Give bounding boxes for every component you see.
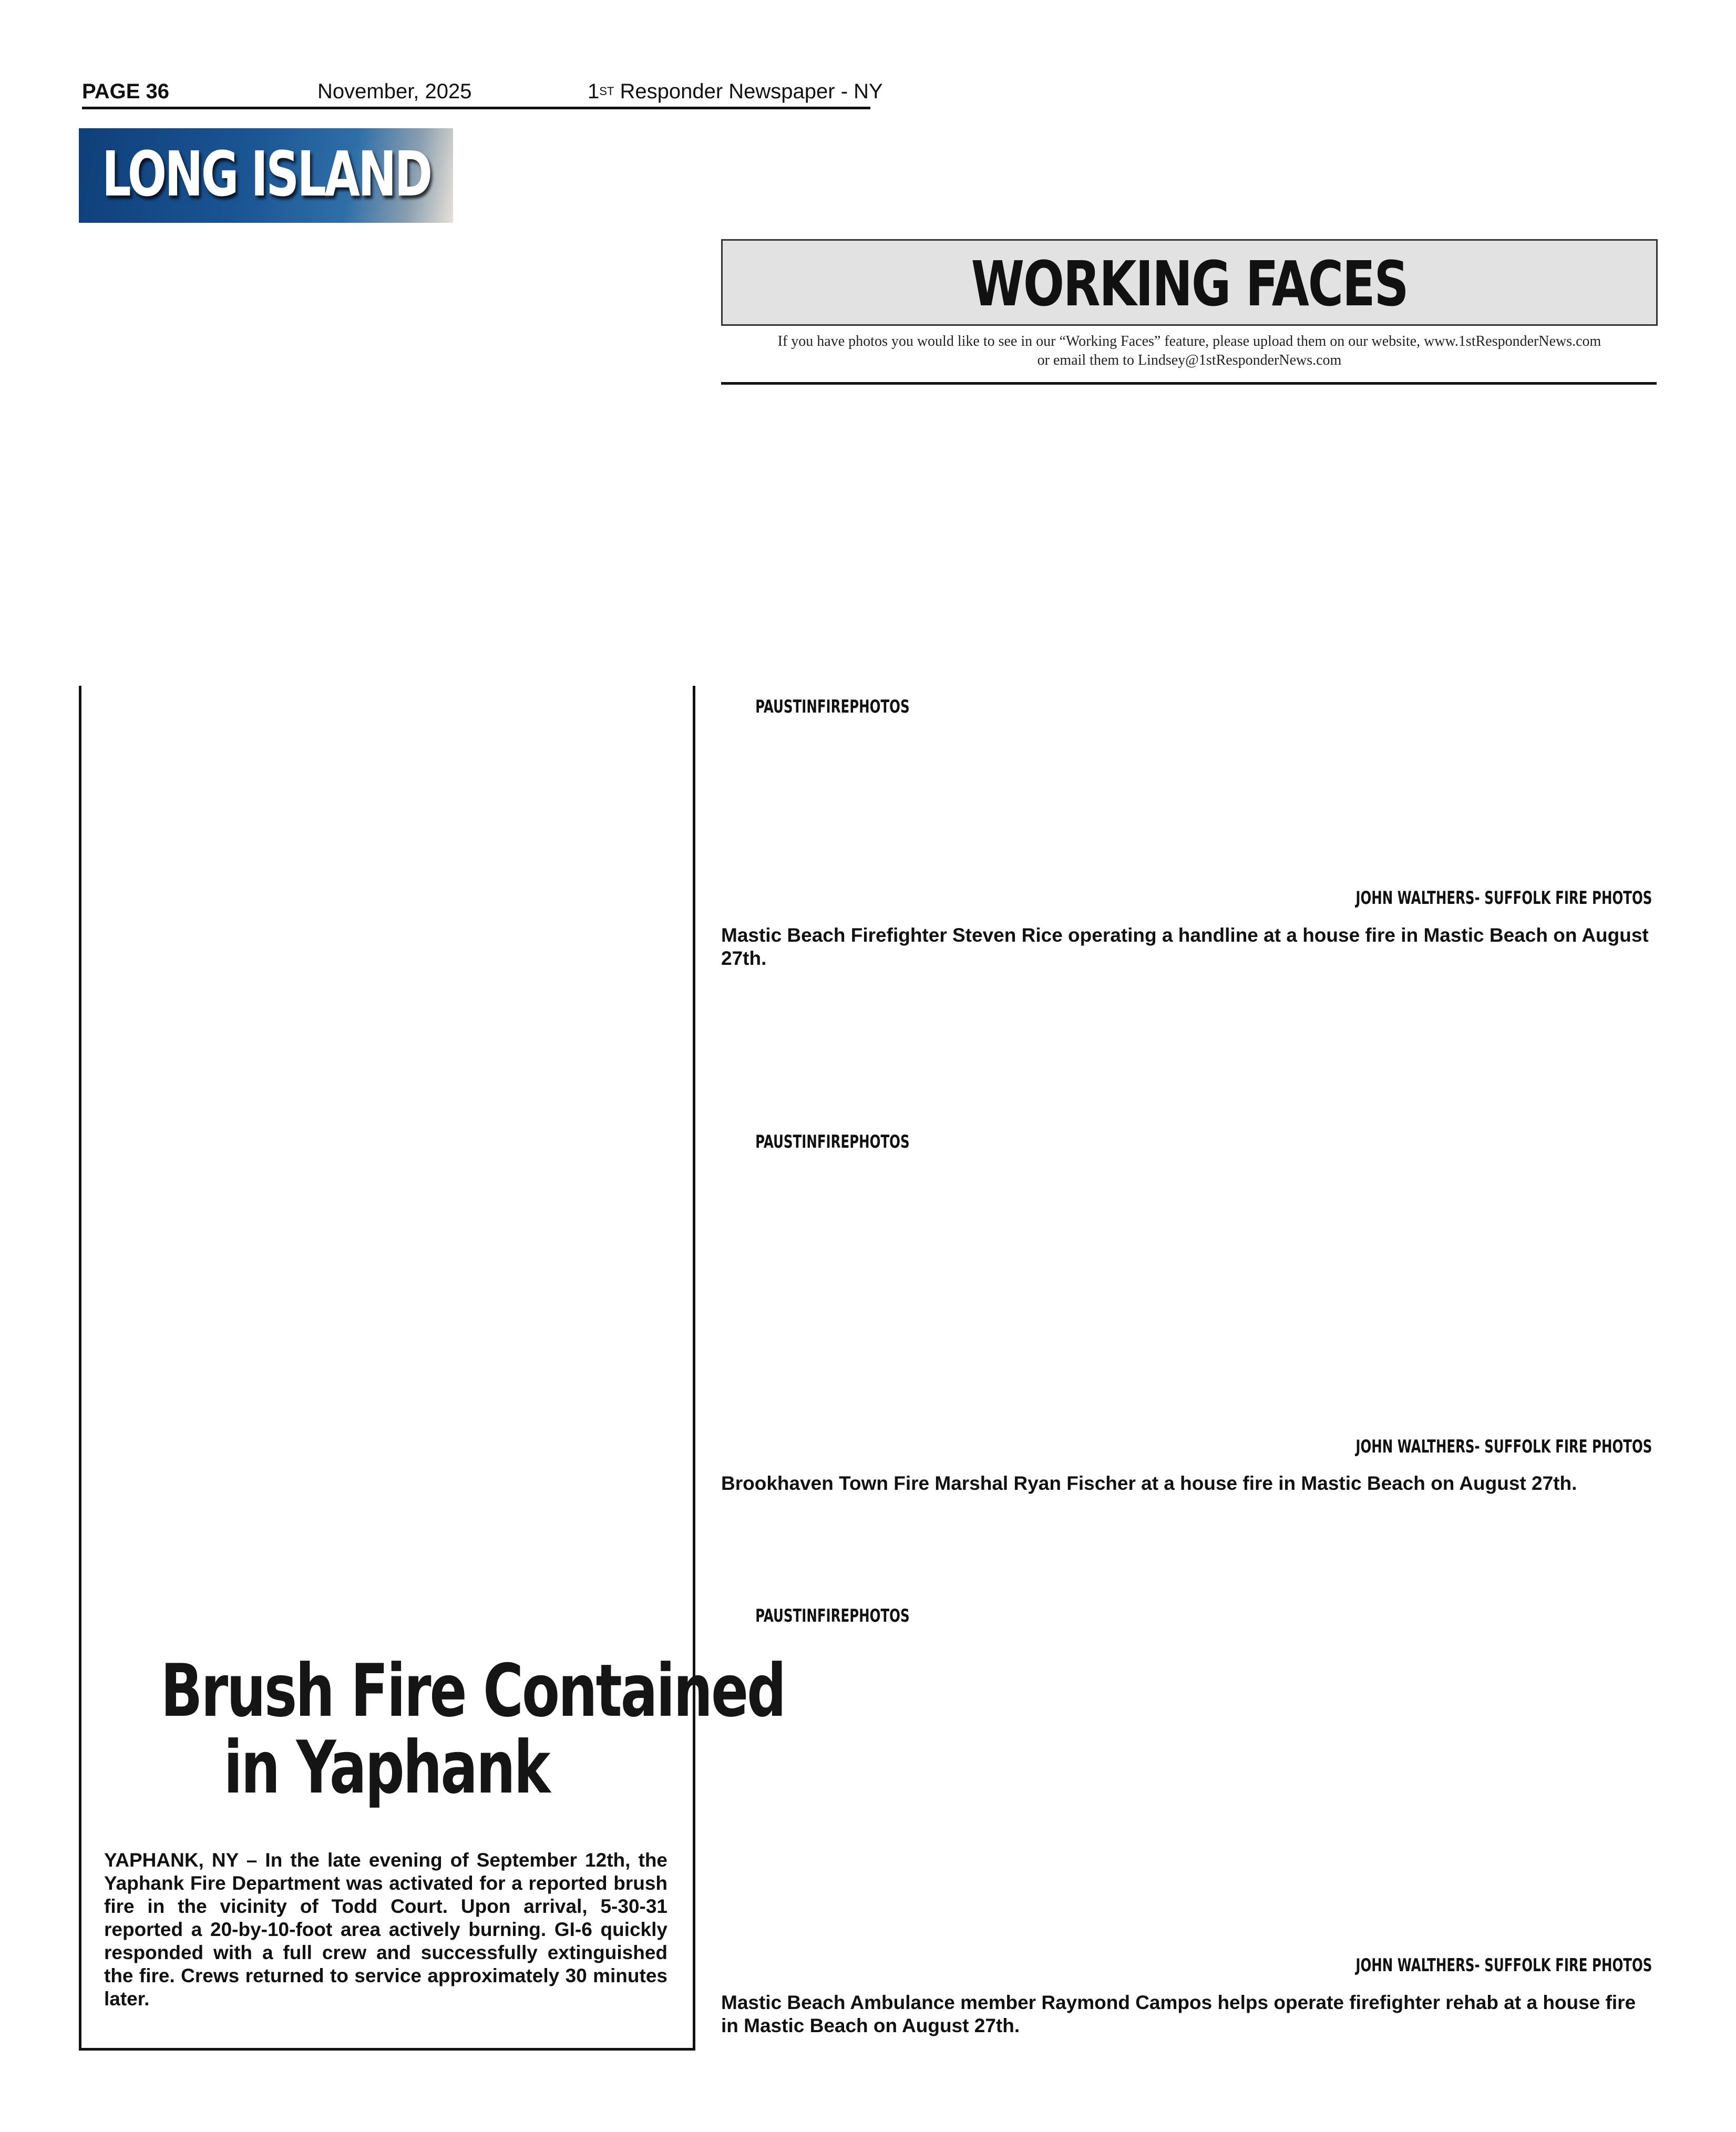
photo-caption: Mastic Beach Firefighter Steven Rice operating a handline at a house fire in Mastic Beach on August 27th.: [721, 924, 1649, 969]
working-faces-rule: [721, 382, 1657, 385]
publication-title: Responder Newspaper - NY: [614, 80, 883, 103]
working-faces-box: [721, 239, 1658, 326]
publication-number: 1: [588, 80, 600, 103]
publication-superscript: ST: [599, 85, 614, 98]
working-faces-note-line2: or email them to Lindsey@1stResponderNews.com: [1037, 352, 1342, 368]
article-headline-line1: Brush Fire Contained: [160, 1649, 785, 1733]
publication-name: [588, 78, 883, 108]
section-banner: [79, 128, 453, 223]
article-body: YAPHANK, NY – In the late evening of September 12th, the Yaphank Fire Department was activated for a reported brush fire in the vicinity of Todd Court. Upon arrival, 5-30-31 reported a 20-by-10-foot area actively burning. GI-6 quickly responded with a full crew and successfully extinguished the fire. Crews returned to service approximately 30 minutes later.: [104, 1849, 667, 2010]
photo-credit: PAUSTINFIREPHOTOS: [755, 1605, 910, 1626]
photo-credit: PAUSTINFIREPHOTOS: [755, 696, 910, 717]
article-headline-line2: in Yaphank: [223, 1725, 549, 1810]
photo-credit: JOHN WALTHERS- SUFFOLK FIRE PHOTOS: [1355, 1955, 1652, 1976]
photo-caption: Brookhaven Town Fire Marshal Ryan Fischer at a house fire in Mastic Beach on August 27th.: [721, 1472, 1577, 1494]
working-faces-note: [721, 332, 1658, 370]
page-number: PAGE 36: [82, 80, 169, 103]
section-title: LONG ISLAND: [102, 138, 431, 210]
left-column-frame: [79, 686, 785, 2051]
photo-credit: JOHN WALTHERS- SUFFOLK FIRE PHOTOS: [1355, 888, 1652, 909]
photo-caption: Mastic Beach Ambulance member Raymond Campos helps operate firefighter rehab at a house fire in Mastic Beach on August 27th.: [721, 1992, 1636, 2036]
working-faces-title: WORKING FACES: [971, 248, 1408, 320]
photo-credit: JOHN WALTHERS- SUFFOLK FIRE PHOTOS: [1355, 1436, 1652, 1457]
article-headline: [89, 1649, 785, 1810]
photo-credit: PAUSTINFIREPHOTOS: [755, 1131, 910, 1152]
working-faces-note-line1: If you have photos you would like to see in our “Working Faces” feature, please upload them on our website, www.1stResponderNews.com: [777, 333, 1601, 349]
header-rule: [82, 107, 870, 109]
issue-date: November, 2025: [317, 80, 472, 103]
